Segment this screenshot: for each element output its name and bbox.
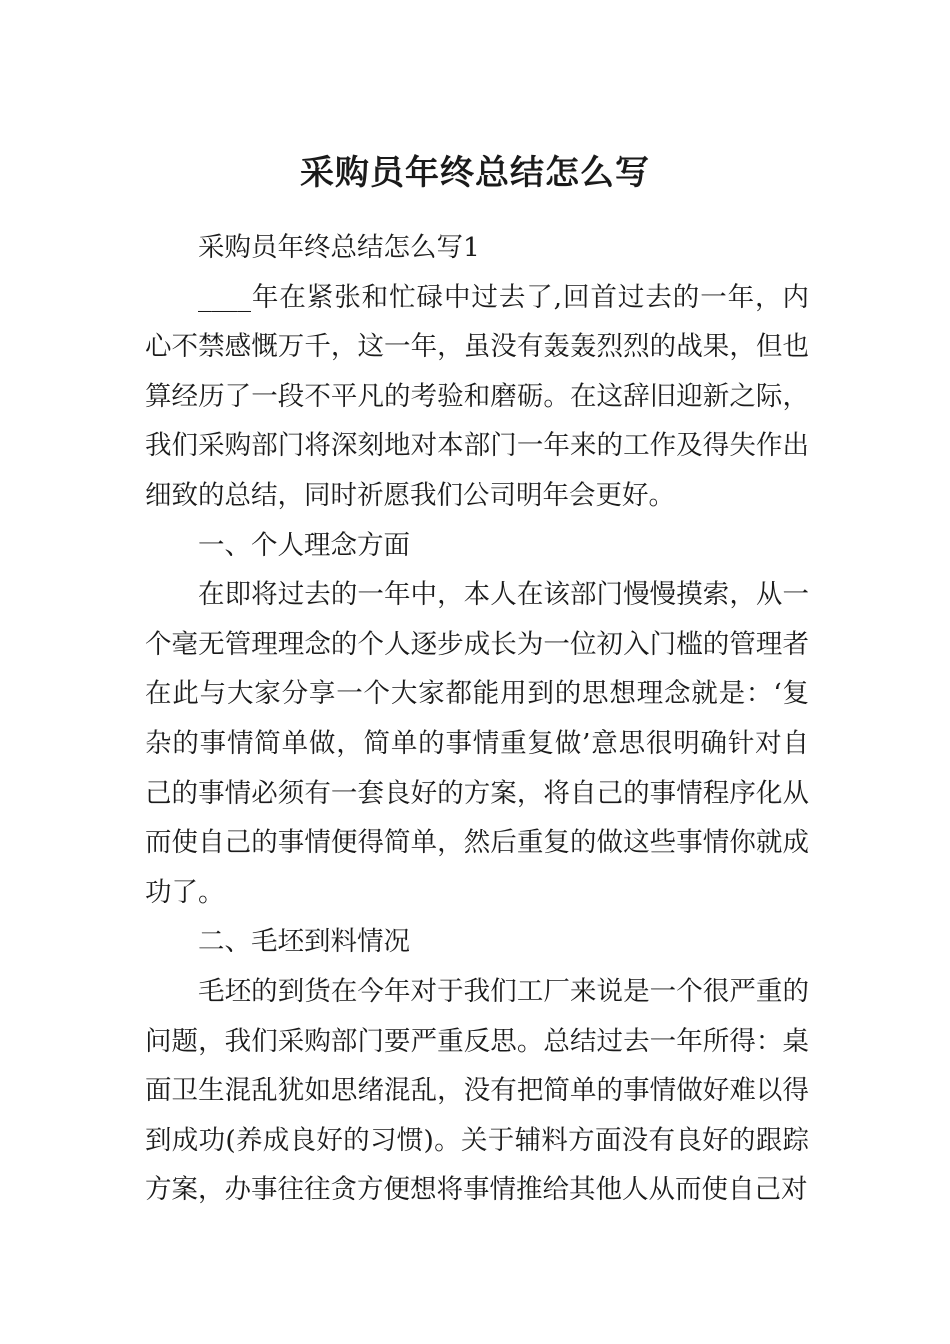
- blank-delivery-paragraph: 毛坯的到货在今年对于我们工厂来说是一个很严重的问题，我们采购部门要严重反思。总结过去一年所得：桌面卫生混乱犹如思绪混乱，没有把简单的事情做好难以得到成功(养成良好的习惯)。关于辅料方面没有良好的跟踪方案，办事往往贪方便想将事情推给其他人从而使自己对: [145, 975, 809, 1206]
- document-body: [145, 223, 809, 1215]
- section-heading-personal-philosophy: 一、个人理念方面: [198, 529, 410, 561]
- section-heading-blank-delivery: 二、毛坯到料情况: [198, 926, 410, 958]
- personal-philosophy-paragraph: 在即将过去的一年中，本人在该部门慢慢摸索，从一个毫无管理理念的个人逐步成长为一位初入门槛的管理者在此与大家分享一个大家都能用到的思想理念就是：‘复杂的事情简单做，简单的事情重复做’意思很明确针对自己的事情必须有一套良好的方案，将自己的事情程序化从而使自己的事情便得简单，然后重复的做这些事情你就成功了。: [145, 579, 809, 908]
- intro-paragraph: ____年在紧张和忙碌中过去了,回首过去的一年，内心不禁感慨万千，这一年，虽没有轰轰烈烈的战果，但也算经历了一段不平凡的考验和磨砺。在这辞旧迎新之际，我们采购部门将深刻地对本部门一年来的工作及得失作出细致的总结，同时祈愿我们公司明年会更好。: [145, 281, 809, 511]
- document-title: 采购员年终总结怎么写: [300, 152, 650, 193]
- subtitle-paragraph: 采购员年终总结怎么写1: [198, 232, 480, 263]
